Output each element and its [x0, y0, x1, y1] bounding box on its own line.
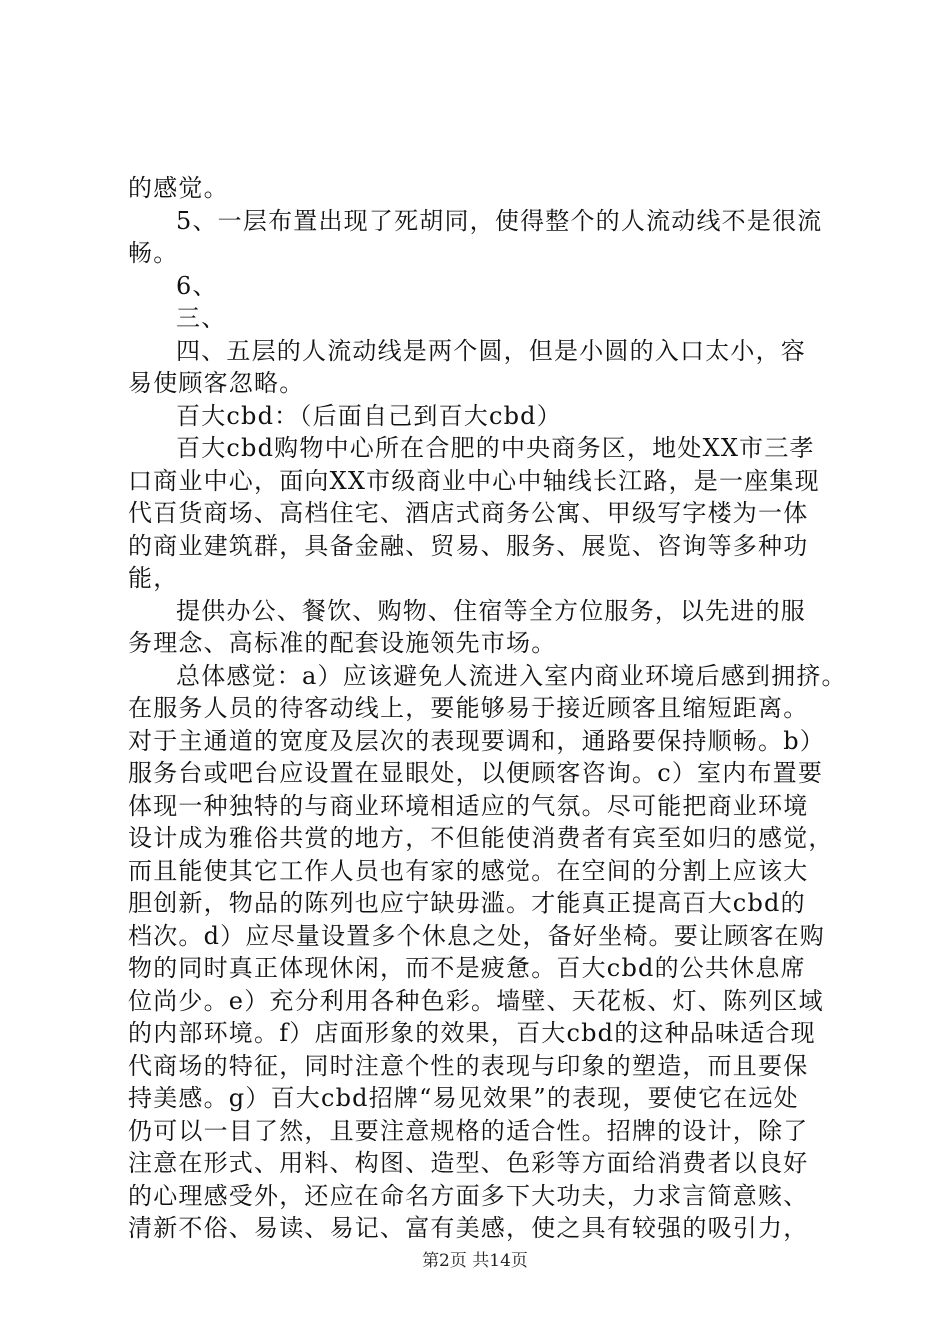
text-line: 能， [128, 564, 179, 592]
text-line: 档次。d）应尽量设置多个休息之处，备好坐椅。要让顾客在购 [128, 921, 825, 950]
page-footer: 第2页 共14页 [422, 1251, 528, 1271]
text-line: 5、一层布置出现了死胡同，使得整个的人流动线不是很流 [176, 206, 823, 235]
text-line: 口商业中心，面向XX市级商业中心中轴线长江路，是一座集现 [128, 466, 820, 495]
text-line: 胆创新，物品的陈列也应宁缺毋滥。才能真正提高百大cbd的 [128, 889, 806, 917]
text-line: 位尚少。e）充分利用各种色彩。墙壁、天花板、灯、陈列区域 [128, 986, 824, 1015]
text-line: 畅。 [128, 239, 179, 267]
document-body [128, 172, 848, 1245]
text-line: 对于主通道的宽度及层次的表现要调和，通路要保持顺畅。b） [128, 726, 825, 755]
text-line: 代百货商场、高档住宅、酒店式商务公寓、甲级写字楼为一体 [128, 499, 809, 527]
text-line: 的心理感受外，还应在命名方面多下大功夫，力求言简意赅、 [128, 1181, 809, 1210]
text-line: 代商场的特征，同时注意个性的表现与印象的塑造，而且要保 [128, 1051, 809, 1080]
text-line: 的内部环境。f）店面形象的效果，百大cbd的这种品味适合现 [128, 1019, 816, 1047]
text-line: 百大cbd：（后面自己到百大cbd） [176, 401, 562, 430]
text-line: 服务台或吧台应设置在显眼处，以便顾客咨询。c）室内布置要 [128, 759, 824, 787]
text-line: 体现一种独特的与商业环境相适应的气氛。尽可能把商业环境 [128, 791, 809, 820]
text-line: 物的同时真正体现休闲，而不是疲惫。百大cbd的公共休息席 [128, 954, 806, 982]
text-line: 注意在形式、用料、构图、造型、色彩等方面给消费者以良好 [128, 1149, 809, 1177]
text-line: 的商业建筑群，具备金融、贸易、服务、展览、咨询等多种功 [128, 531, 809, 560]
text-line: 的感觉。 [128, 174, 229, 202]
text-line: 仍可以一目了然，且要注意规格的适合性。招牌的设计，除了 [128, 1116, 809, 1145]
text-line: 务理念、高标准的配套设施领先市场。 [128, 629, 557, 657]
text-line: 提供办公、餐饮、购物、住宿等全方位服务，以先进的服 [176, 596, 806, 625]
text-line: 持美感。g）百大cbd招牌“易见效果”的表现，要使它在远处 [128, 1084, 799, 1112]
text-line: 而且能使其它工作人员也有家的感觉。在空间的分割上应该大 [128, 856, 809, 885]
text-line: 易使顾客忽略。 [128, 369, 305, 397]
text-line: 设计成为雅俗共赏的地方，不但能使消费者有宾至如归的感觉， [128, 824, 834, 852]
text-line: 四、五层的人流动线是两个圆，但是小圆的入口太小，容 [176, 336, 806, 365]
text-line: 百大cbd购物中心所在合肥的中央商务区，地处XX市三孝 [176, 434, 815, 462]
text-line: 清新不俗、易读、易记、富有美感，使之具有较强的吸引力， [128, 1214, 809, 1242]
text-line: 三、 [176, 304, 227, 332]
text-line: 在服务人员的待客动线上，要能够易于接近顾客且缩短距离。 [128, 694, 809, 722]
text-line: 总体感觉：a）应该避免人流进入室内商业环境后感到拥挤。 [176, 661, 847, 690]
text-line: 6、 [176, 271, 218, 300]
